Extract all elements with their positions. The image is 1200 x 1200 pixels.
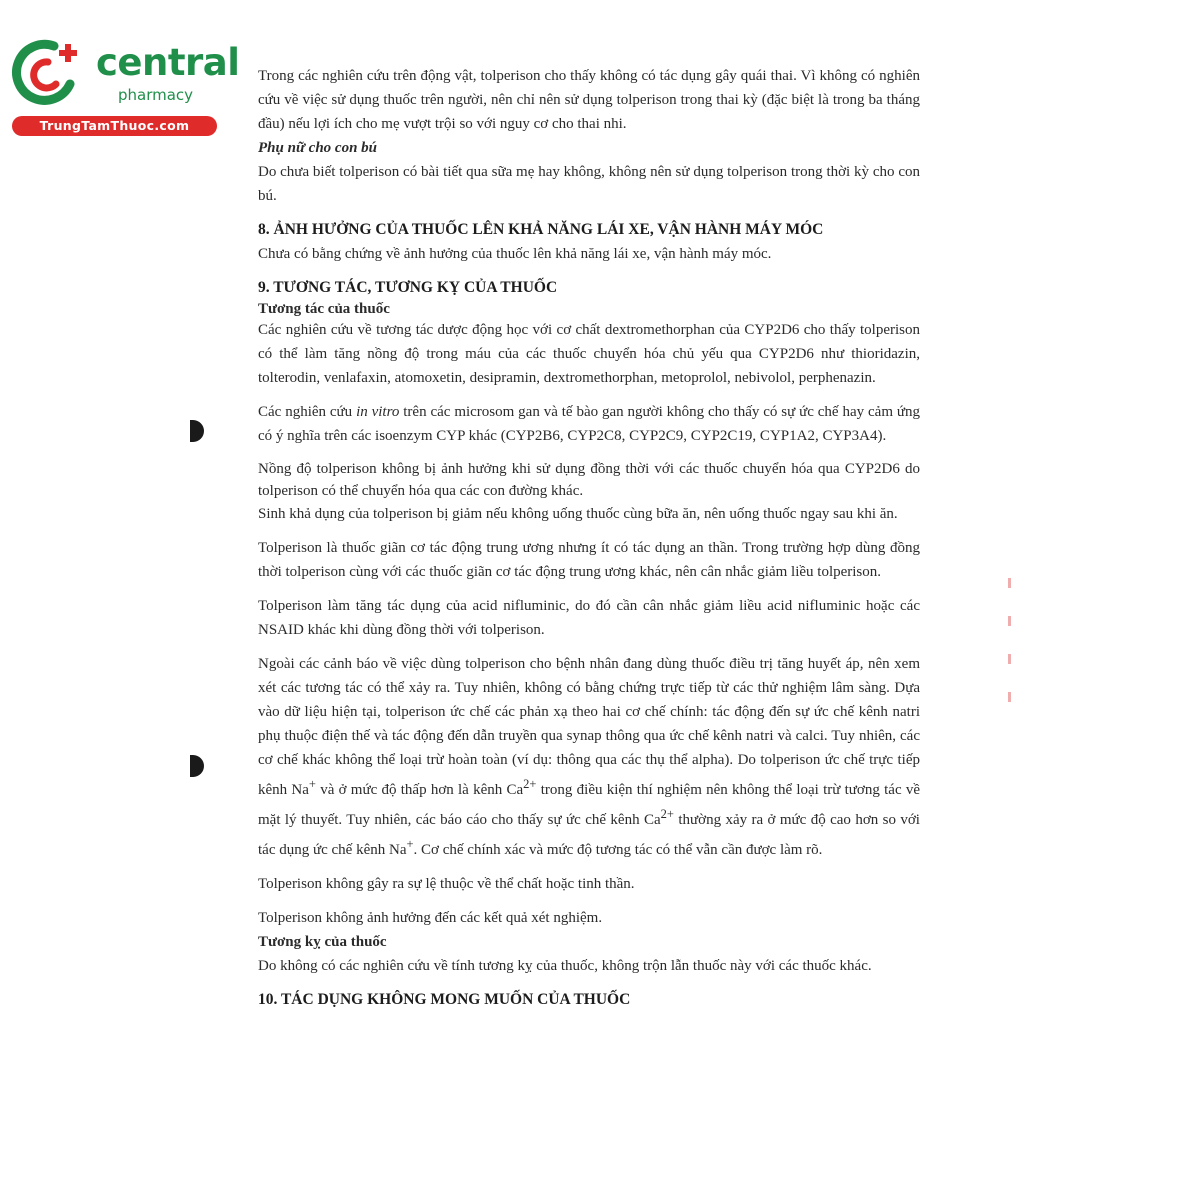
section-8-title: 8. ẢNH HƯỞNG CỦA THUỐC LÊN KHẢ NĂNG LÁI XE, VẬN HÀNH MÁY MÓC <box>258 221 824 238</box>
paragraph-pregnancy: Trong các nghiên cứu trên động vật, tolperison cho thấy không có tác dụng gây quái thai. Vì không có nghiên cứu về việc sử dụng thuốc trên người, nên chỉ nên sử dụng tolperison trong thai kỳ (đặc biệt là trong ba tháng đầu) nếu lợi ích cho mẹ vượt trội so với nguy cơ cho thai nhi. <box>258 68 920 132</box>
paragraph-interaction-nsaid: Tolperison làm tăng tác dụng của acid nifluminic, do đó cần cân nhắc giảm liều acid nifluminic hoặc các NSAID khác khi dùng đồng thời với tolperison. <box>258 598 920 638</box>
central-pharmacy-logo[interactable] <box>10 36 240 136</box>
subheading-incompatibility: Tương kỵ của thuốc <box>258 934 387 950</box>
document-body <box>258 64 920 1012</box>
punch-hole <box>190 755 204 777</box>
paragraph-incompatibility: Do không có các nghiên cứu về tính tương kỵ của thuốc, không trộn lẫn thuốc này với các thuốc khác. <box>258 958 872 974</box>
paragraph-interaction-in-vitro: Các nghiên cứu in vitro trên các microsom gan và tế bào gan người không cho thấy có sự ức chế hay cảm ứng có ý nghĩa trên các isoenzym CYP khác (CYP2B6, CYP2C8, CYP2C9, CYP2C19, CYP1A2, CYP3A4). <box>258 404 920 444</box>
section-10-title: 10. TÁC DỤNG KHÔNG MONG MUỐN CỦA THUỐC <box>258 991 631 1008</box>
paragraph-dependence: Tolperison không gây ra sự lệ thuộc về thể chất hoặc tinh thần. <box>258 876 635 892</box>
logo-name: central <box>96 41 240 84</box>
paragraph-section-8: Chưa có bằng chứng về ảnh hưởng của thuốc lên khả năng lái xe, vận hành máy móc. <box>258 246 772 262</box>
paragraph-interaction-bioavailability: Sinh khả dụng của tolperison bị giảm nếu không uống thuốc cùng bữa ăn, nên uống thuốc ngay sau khi ăn. <box>258 506 898 522</box>
paragraph-breastfeeding: Do chưa biết tolperison có bài tiết qua sữa mẹ hay không, không nên sử dụng tolperison trong thời kỳ cho con bú. <box>258 164 920 204</box>
subheading-breastfeeding: Phụ nữ cho con bú <box>258 140 378 156</box>
pharmacy-logo-icon <box>10 38 84 106</box>
subheading-interactions: Tương tác của thuốc <box>258 301 390 317</box>
paragraph-interaction-concentration: Nồng độ tolperison không bị ảnh hưởng khi sử dụng đồng thời với các thuốc chuyển hóa qua CYP2D6 do tolperison có thể chuyển hóa qua các con đường khác. <box>258 461 920 499</box>
paragraph-lab-tests: Tolperison không ảnh hưởng đến các kết quả xét nghiệm. <box>258 910 603 926</box>
punch-hole <box>190 420 204 442</box>
scan-red-marks <box>1008 578 1016 738</box>
paragraph-interaction-mechanism: Ngoài các cảnh báo về việc dùng tolperison cho bệnh nhân đang dùng thuốc điều trị tăng huyết áp, nên xem xét các tương tác có thể xảy ra. Tuy nhiên, không có bằng chứng trực tiếp từ các thử nghiệm lâm sàng. Dựa vào dữ liệu hiện tại, tolperison ức chế các phản xạ theo hai cơ chế chính: tác động đến sự ức chế kênh natri phụ thuộc điện thế và tác động đến dẫn truyền qua synap thông qua ức chế kênh natri và calci. Tuy nhiên, các cơ chế khác không thể loại trừ hoàn toàn (ví dụ: thông qua các thụ thể alpha). Do tolperison ức chế trực tiếp kênh Na+ và ở mức độ thấp hơn là kênh $Ca^{2+}$ trong điều kiện thí nghiệm nên không thể loại trừ tương tác về mặt lý thuyết. Tuy nhiên, các báo cáo cho thấy sự ức chế kênh $Ca^{2+}$ thường xảy ra ở mức độ cao hơn so với tác dụng ức chế kênh Na+. Cơ chế chính xác và mức độ tương tác có thể vẫn cần được làm rõ. <box>258 656 921 858</box>
logo-subtitle: pharmacy <box>118 86 194 104</box>
section-9-title: 9. TƯƠNG TÁC, TƯƠNG KỴ CỦA THUỐC <box>258 279 558 296</box>
logo-url-badge[interactable]: TrungTamThuoc.com <box>12 116 217 136</box>
paragraph-interaction-muscle-relaxant: Tolperison là thuốc giãn cơ tác động trung ương nhưng ít có tác dụng an thần. Trong trường hợp dùng đồng thời tolperison cùng với các thuốc giãn cơ tác động trung ương khác, nên cân nhắc giảm liều tolperison. <box>258 540 920 580</box>
paragraph-interaction-cyp2d6: Các nghiên cứu về tương tác dược động học với cơ chất dextromethorphan của CYP2D6 cho thấy tolperison có thể làm tăng nồng độ trong máu của các thuốc chuyển hóa chủ yếu qua CYP2D6 như thioridazin, tolterodin, venlafaxin, atomoxetin, desipramin, dextromethorphan, metoprolol, nebivolol, perphenazin. <box>258 322 920 386</box>
